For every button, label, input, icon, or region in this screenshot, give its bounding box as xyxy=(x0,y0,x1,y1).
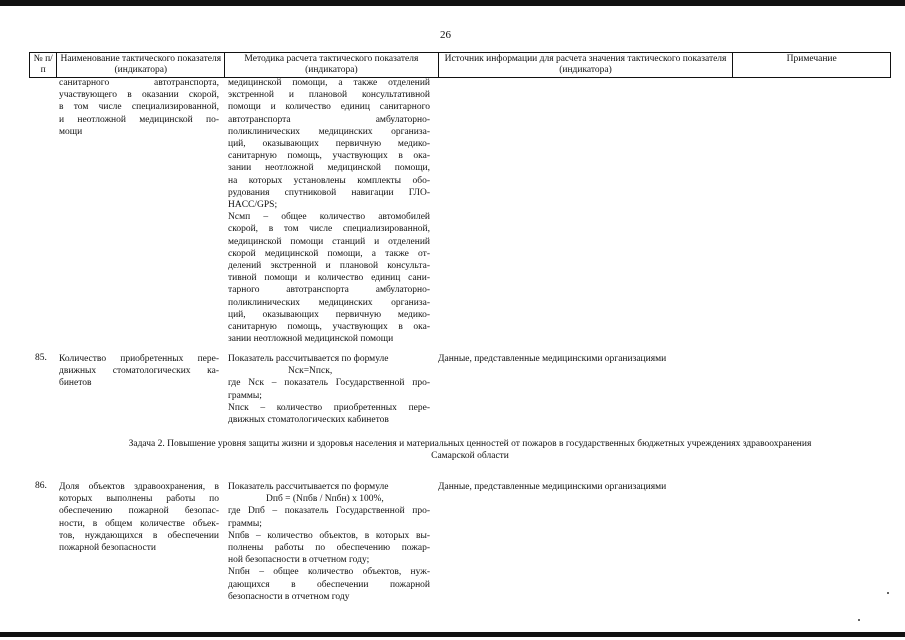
row86-name xyxy=(59,481,219,554)
row86-name-line: тов, нуждающихся в обеспечении xyxy=(59,530,219,541)
bottom-border xyxy=(0,632,905,637)
continued-method-line: медицинской помощи станций и отделений xyxy=(228,236,430,247)
continued-method-line: поликлинических медицинских организа- xyxy=(228,297,430,308)
row86-method-line: Nпбв – количество объектов, в которых вы- xyxy=(228,530,430,541)
row86-name-line: Доля объектов здравоохранения, в xyxy=(59,482,219,492)
continued-method-line: медицинской помощи, а также отделений xyxy=(228,78,430,88)
scan-speck xyxy=(858,619,860,621)
row85-name-line: движных стоматологических ка- xyxy=(59,366,219,377)
row86-method-line: Показатель рассчитывается по формуле xyxy=(228,482,389,492)
header-col-method: Методика расчета тактического показателя (индикатора) xyxy=(225,53,438,78)
continued-method-line: помощи и количество единиц санитарного xyxy=(228,102,430,113)
continued-method-line: ций, оказывающих первичную медико- xyxy=(228,309,430,320)
row85-name xyxy=(59,353,219,390)
row85-name-line: Количество приобретенных пере- xyxy=(59,354,219,364)
row86-method-line: где Dпб – показатель Государственной про- xyxy=(228,506,430,517)
header-col-source: Источник информации для расчета значения тактического показателя (индикатора) xyxy=(438,53,733,78)
task-2-title-line: Задача 2. Повышение уровня защиты жизни и здоровья населения и материальных ценностей от пожаров в государственных бюджетных учреждениях здравоохранения xyxy=(128,439,812,449)
continued-method-line: зании неотложной медицинской помощи xyxy=(228,334,394,345)
continued-name xyxy=(59,77,219,138)
continued-method-line: рудования спутниковой навигации ГЛО- xyxy=(228,187,430,198)
row85-method-line: Показатель рассчитывается по формуле xyxy=(228,354,389,364)
continued-method-line: зании неотложной медицинской помощи, xyxy=(228,163,430,174)
header-col-no: № п/п xyxy=(30,53,57,78)
continued-name-line: и неотложной медицинской по- xyxy=(59,114,219,125)
row86-name-line: ности, в общем количестве объек- xyxy=(59,518,219,529)
continued-method-line: тарного автотранспорта амбулаторно- xyxy=(228,285,430,296)
row85-name-line: бинетов xyxy=(59,378,92,389)
continued-method-line: скорой медицинской помощи, а также от- xyxy=(228,248,430,259)
row85-method-line: Nпск – количество приобретенных пере- xyxy=(228,402,430,413)
row85-source: Данные, представленные медицинскими организациями xyxy=(438,354,667,364)
continued-name-line: мощи xyxy=(59,126,83,137)
row86-method-line: граммы; xyxy=(228,518,262,529)
header-col-note: Примечание xyxy=(733,53,891,78)
continued-method-line: HACC/GPS; xyxy=(228,200,278,211)
row86-method-line: Nпбн – общее количество объектов, нуж- xyxy=(228,567,430,578)
continued-method-line: скорой, в том числе специализированной, xyxy=(228,224,430,235)
continued-method-line: тивной помощи и количество единиц сани- xyxy=(228,273,430,284)
row85-method xyxy=(228,353,430,426)
continued-method-line: санитарную помощь, участвующих в ока- xyxy=(228,151,430,162)
continued-name-line: участвующего в оказании скорой, xyxy=(59,90,219,101)
continued-method-line: автотранспорта амбулаторно- xyxy=(228,114,430,125)
row86-method-line: полнены работы по обеспечению пожар- xyxy=(228,543,430,554)
row86-method xyxy=(228,481,430,603)
row86-formula: Dпб = (Nпбв / Nпбн) x 100%, xyxy=(266,494,384,505)
row86-method-line: ной безопасности в отчетном году; xyxy=(228,555,370,566)
scan-speck xyxy=(887,592,889,594)
continued-method-line: поликлинических медицинских организа- xyxy=(228,126,430,137)
page-number: 26 xyxy=(440,29,451,41)
task-2-title-line: Самарской области xyxy=(431,451,509,461)
continued-method-line: ций, оказывающих первичную медико- xyxy=(228,139,430,150)
header-col-name: Наименование тактического показателя (индикатора) xyxy=(57,53,225,78)
row86-method-line: дающихся в обеспечении пожарной xyxy=(228,579,430,590)
continued-name-line: в том числе специализированной, xyxy=(59,102,219,113)
continued-method-line: на которых установлены комплекты обо- xyxy=(228,175,430,186)
row85-method-line: движных стоматологических кабинетов xyxy=(228,415,389,426)
row86-number: 86. xyxy=(35,481,47,491)
continued-name-line: санитарного автотранспорта, xyxy=(59,78,219,88)
continued-method xyxy=(228,77,430,345)
continued-method-line: санитарную помощь, участвующих в ока- xyxy=(228,322,430,333)
continued-method-line: делений экстренной и плановой консульта- xyxy=(228,261,430,272)
row85-method-line: граммы; xyxy=(228,390,262,401)
row86-method-line: безопасности в отчетном году xyxy=(228,591,350,602)
row85-method-line: где Nск – показатель Государственной про- xyxy=(228,378,430,389)
row86-source: Данные, представленные медицинскими организациями xyxy=(438,482,667,492)
continued-method-line: экстренной и плановой консультативной xyxy=(228,90,430,101)
task-2-title xyxy=(60,438,880,462)
table-header xyxy=(29,52,891,78)
continued-method-line: Nсмп – общее количество автомобилей xyxy=(228,212,430,223)
top-border xyxy=(0,0,905,6)
row86-name-line: обеспечению пожарной безопас- xyxy=(59,506,219,517)
row86-name-line: которых выполнены работы по xyxy=(59,494,219,505)
row85-formula: Nск=Nпск, xyxy=(288,366,333,377)
row86-name-line: пожарной безопасности xyxy=(59,543,156,554)
row85-number: 85. xyxy=(35,353,47,363)
